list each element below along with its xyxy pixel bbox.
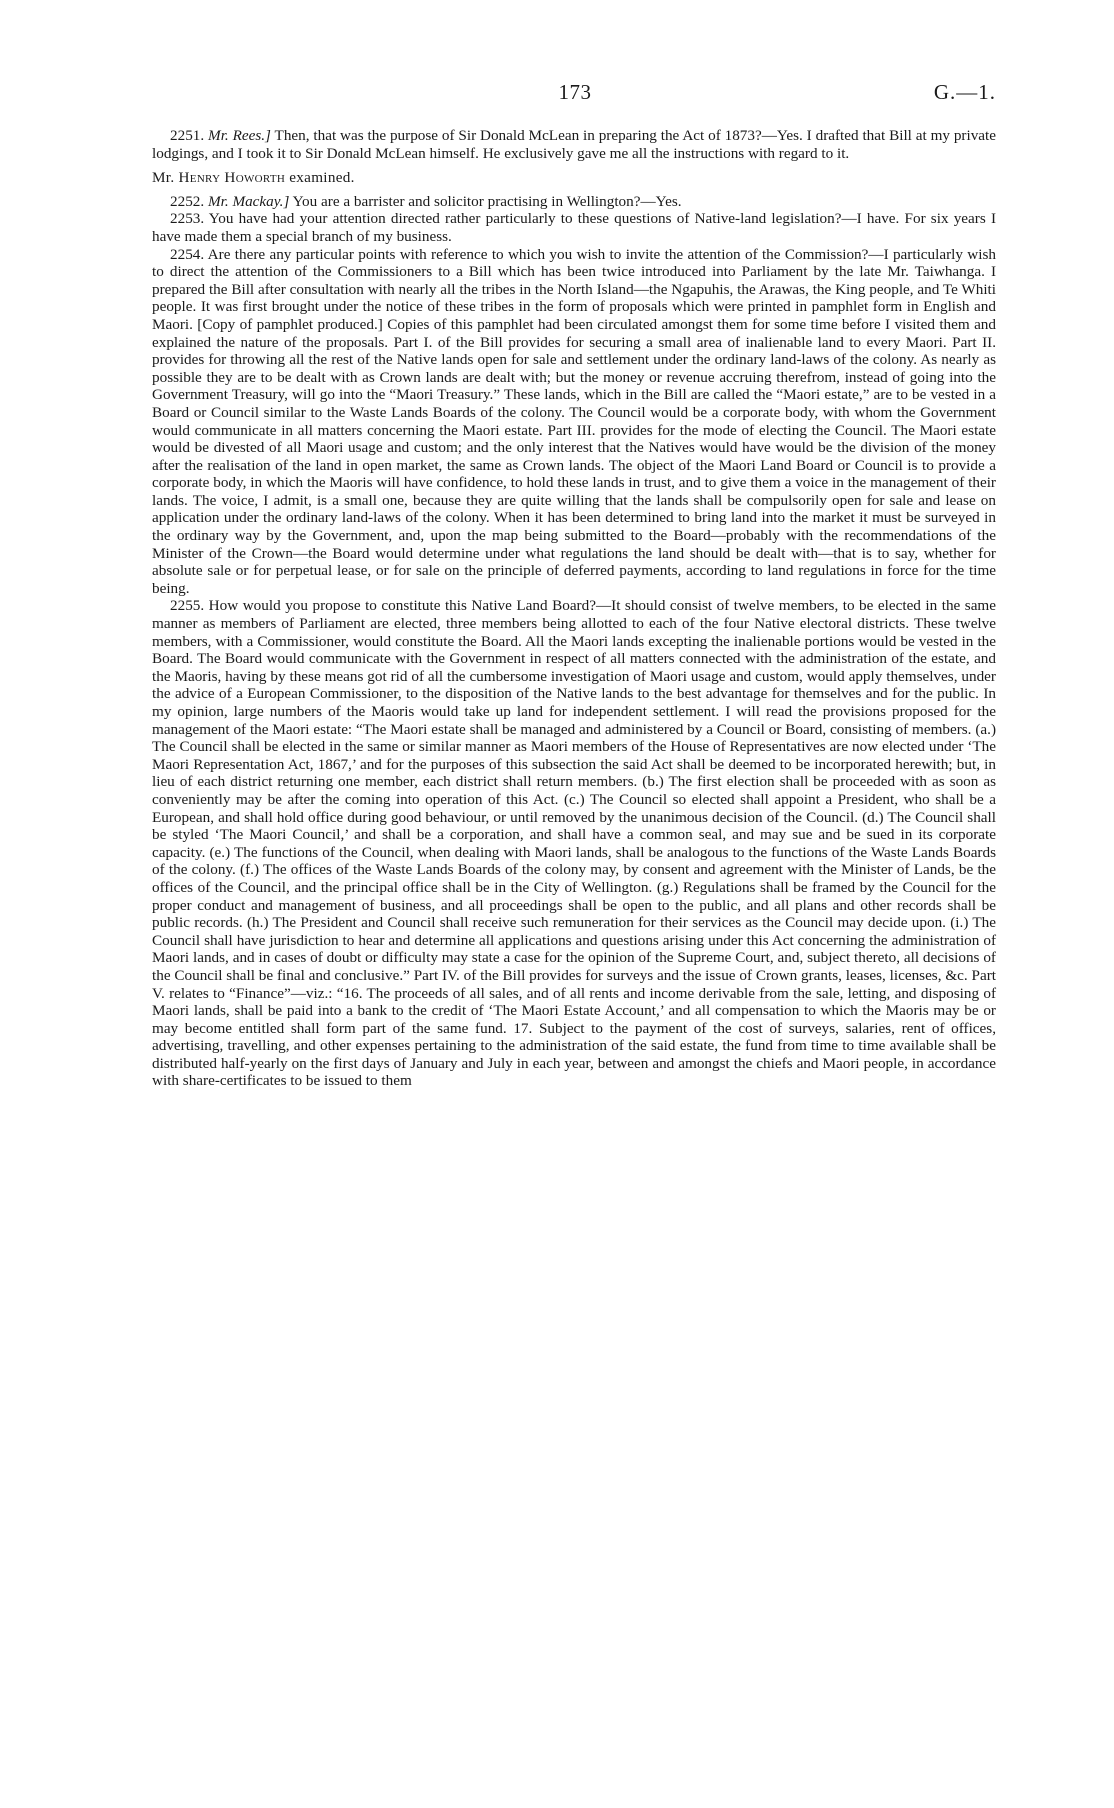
heading-suffix: examined.	[285, 169, 355, 187]
speaker: Mr. Mackay.]	[207, 192, 290, 210]
body-text	[152, 127, 996, 1090]
question-number: 2252.	[170, 192, 205, 210]
page-header	[154, 80, 996, 110]
paragraph-text: You have had your attention directed rather particularly to these questions of Native-land legislation?—I have. For six years I have made them a special branch of my business.	[152, 210, 996, 245]
witness-name: Henry Howorth	[178, 169, 286, 187]
question-number: 2255.	[170, 597, 205, 615]
speaker: Mr. Rees.]	[208, 127, 271, 144]
paragraph-2251	[152, 127, 996, 162]
question-number: 2251.	[170, 127, 205, 144]
paragraph-2255	[152, 597, 996, 1090]
paragraph-2252	[152, 193, 996, 211]
heading-prefix: Mr.	[152, 169, 179, 187]
section-heading	[152, 169, 996, 187]
paragraph-text: Then, that was the purpose of Sir Donald McLean in preparing the Act of 1873?—Yes. I drafted that Bill at my private lodgings, and I took it to Sir Donald McLean himself. He exclusively gave me all the instructions with regard to it.	[152, 127, 997, 162]
question-number: 2253.	[170, 210, 205, 228]
document-reference: G.—1.	[933, 80, 996, 104]
paragraph-text: How would you propose to constitute this Native Land Board?—It should consist of twelve members, to be elected in the same manner as members of Parliament are elected, three members being allotted to each of the four Native electoral districts. These twelve members, with a Commissioner, would constitute the Board. All the Maori lands excepting the inalienable portions would be vested in the Board. The Board would communicate with the Government in respect of all matters connected with the administration of the estate, and the Maoris, having by these means got rid of all the cumbersome investigation of Maori usage and custom, would apply themselves, under the advice of a European Commissioner, to the disposition of the Native lands to the best advantage for themselves and for the public. In my opinion, large numbers of the Maoris would take up land for independent settlement. I will read the provisions proposed for the management of the Maori estate: “The Maori estate shall be managed and administered by a Council or Board, consisting of members. (a.) The Council shall be elected in the same or similar manner as Maori members of the House of Representatives are now elected under ‘The Maori Representation Act, 1867,’ and for the purposes of this subsection the said Act shall be deemed to be incorporated herewith; but, in lieu of each district returning one member, each district shall return members. (b.) The first election shall be proceeded with as soon as conveniently may be after the coming into operation of this Act. (c.) The Council so elected shall appoint a President, who shall be a European, and shall hold office during good behaviour, or until removed by the unanimous decision of the Council. (d.) The Council shall be styled ‘The Maori Council,’ and shall be a corporation, and shall have a common seal, and may sue and be sued in its corporate capacity. (e.) The functions of the Council, when dealing with Maori lands, shall be analogous to the functions of the Waste Lands Boards of the colony. (f.) The offices of the Waste Lands Boards of the colony may, by consent and agreement with the Minister of Lands, be the offices of the Council, and the principal office shall be in the City of Wellington. (g.) Regulations shall be framed by the Council for the proper conduct and management of business, and all proceedings shall be open to the public, and all plans and other records shall be public records. (h.) The President and Council shall receive such remuneration for their services as the Council may decide upon. (i.) The Council shall have jurisdiction to hear and determine all applications and questions arising under this Act concerning the administration of Maori lands, and in cases of doubt or difficulty may state a case for the opinion of the Supreme Court, and, subject thereto, all decisions of the Council shall be final and conclusive.” Part IV. of the Bill provides for surveys and the issue of Crown grants, leases, licenses, &c. Part V. relates to “Finance”—viz.: “16. The proceeds of all sales, and of all rents and income derivable from the sale, letting, and disposing of Maori lands, shall be paid into a bank to the credit of ‘The Maori Estate Account,’ and all compensation to which the Maoris may be or may become entitled shall form part of the same fund. 17. Subject to the payment of the cost of surveys, salaries, rent of offices, advertising, travelling, and other expenses pertaining to the administration of the said estate, the fund from time to time available shall be distributed half-yearly on the first days of January and July in each year, between and amongst the chiefs and Maori people, in accordance with share-certificates to be issued to them	[152, 597, 996, 1090]
paragraph-text: Are there any particular points with reference to which you wish to invite the attention of the Commission?—I particularly wish to direct the attention of the Commissioners to a Bill which has been twice introduced into Parliament by the late Mr. Taiwhanga. I prepared the Bill after consultation with nearly all the tribes in the North Island—the Ngapuhis, the Arawas, the King people, and Te Whiti people. It was first brought under the notice of these tribes in the form of proposals which were printed in pamphlet form in English and Maori. [Copy of pamphlet produced.] Copies of this pamphlet had been circulated amongst them for some time before I visited them and explained the nature of the proposals. Part I. of the Bill provides for securing a small area of inalienable land to every Maori. Part II. provides for throwing all the rest of the Native lands open for sale and settlement under the ordinary land-laws of the colony. As nearly as possible they are to be dealt with as Crown lands are dealt with; but the money or revenue accruing therefrom, instead of going into the Government Treasury, will go into the “Maori Treasury.” These lands, which in the Bill are called the “Maori estate,” are to be vested in a Board or Council similar to the Waste Lands Boards of the colony. The Council would be a corporate body, with whom the Government would communicate in all matters concerning the Maori estate. Part III. provides for the mode of electing the Council. The Maori estate would be divested of all Maori usage and custom; and the only interest that the Natives would have would be the division of the money after the realisation of the land in open market, the same as Crown lands. The object of the Maori Land Board or Council is to provide a corporate body, in which the Maoris will have confidence, to hold these lands in trust, and to give them a voice in the management of their lands. The voice, I admit, is a small one, because they are quite willing that the lands shall be compulsorily open for sale and lease on application under the ordinary land-laws of the colony. When it has been determined to bring land into the market it must be surveyed in the ordinary way by the Government, and, upon the map being submitted to the Board—probably with the recommendations of the Minister of the Crown—the Board would determine under what regulations the land should be dealt with—that is to say, whether for absolute sale or for perpetual lease, or for sale on the principle of deferred payments, according to land regulations in force for the time being.	[152, 245, 996, 597]
paragraph-2254	[152, 246, 996, 598]
question-number: 2254.	[170, 245, 205, 263]
page-number: 173	[558, 80, 592, 104]
paragraph-text: You are a barrister and solicitor practising in Wellington?—Yes.	[289, 192, 682, 210]
paragraph-2253	[152, 210, 996, 245]
